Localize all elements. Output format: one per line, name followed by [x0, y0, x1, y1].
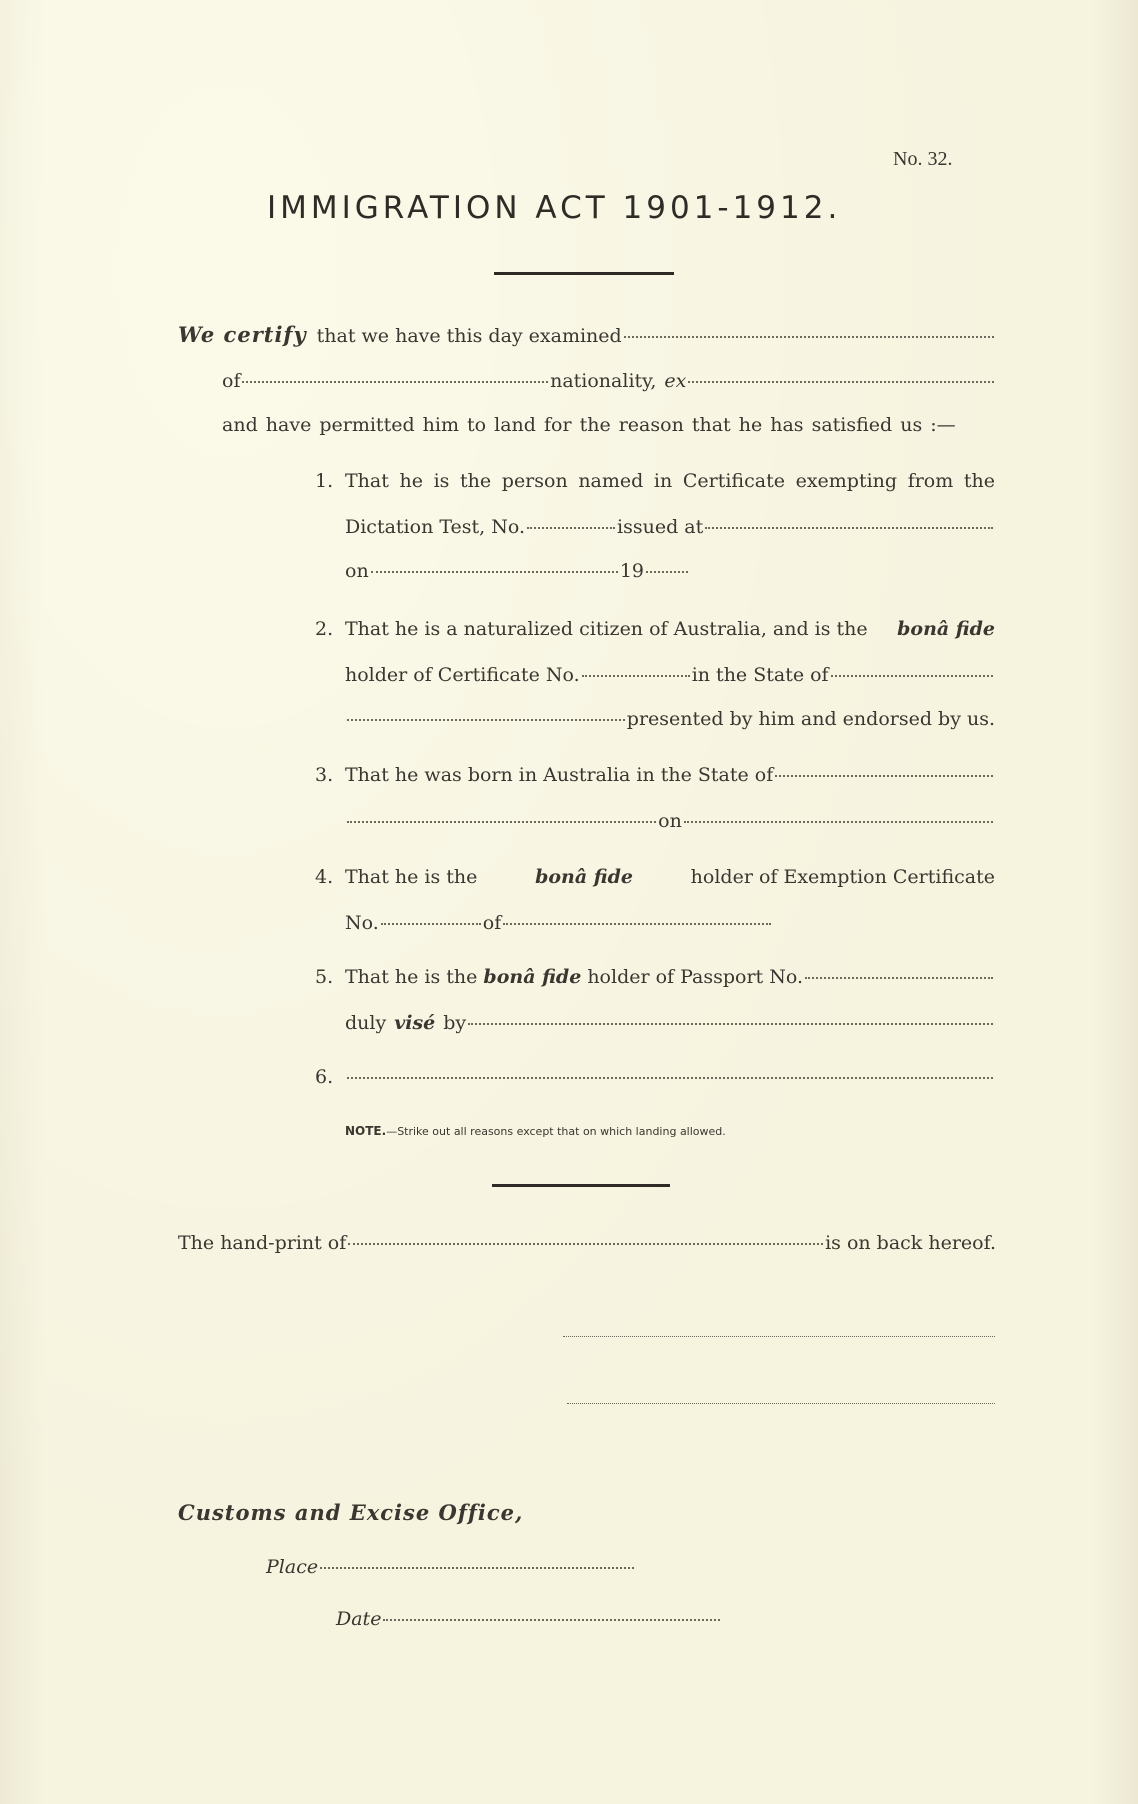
born-text: That he was born in Australia in the State of — [345, 764, 774, 786]
reason-1-number: 1. — [315, 470, 334, 492]
place-label: Place — [266, 1556, 319, 1578]
reason-6-blank[interactable] — [347, 1077, 993, 1079]
title-rule — [494, 272, 674, 275]
born-date-blank[interactable] — [684, 821, 993, 823]
on-label: on — [345, 560, 369, 582]
date-line — [336, 1608, 722, 1630]
presented-text: presented by him and endorsed by us. — [626, 708, 995, 730]
dictation-test-no-blank[interactable] — [527, 527, 615, 529]
issued-at-label: issued at — [617, 516, 704, 538]
reason-6-number: 6. — [315, 1066, 334, 1088]
by-label: by — [443, 1012, 467, 1034]
passport-no-blank[interactable] — [805, 977, 993, 979]
bona-fide-text: bonâ fide — [483, 966, 582, 988]
reason-2-line-2 — [345, 664, 995, 686]
of-line — [222, 370, 996, 392]
reason-3-line-1 — [345, 764, 995, 786]
reason-5-prefix: That he is the — [345, 966, 478, 988]
handprint-line — [178, 1232, 996, 1254]
reason-4-line-1 — [345, 866, 995, 888]
reason-4-prefix: That he is the — [345, 866, 478, 888]
on-date-blank[interactable] — [371, 571, 618, 573]
examined-blank[interactable] — [624, 336, 994, 338]
reason-2-line-1 — [345, 618, 995, 640]
handprint-back-text: is on back hereof. — [825, 1232, 996, 1254]
reason-3-line-2 — [345, 810, 995, 832]
issued-at-blank[interactable] — [705, 527, 993, 529]
year-blank[interactable] — [646, 571, 688, 573]
reason-5-number: 5. — [315, 966, 334, 988]
examined-text: that we have this day examined — [316, 325, 622, 347]
naturalized-text: That he is a naturalized citizen of Australia, and is the — [345, 618, 868, 640]
reason-5-line-2 — [345, 1012, 995, 1034]
customs-office-heading: Customs and Excise Office, — [178, 1500, 524, 1525]
exemption-of-label: of — [482, 912, 502, 934]
born-state-blank[interactable] — [775, 775, 993, 777]
duly-label: duly — [345, 1012, 387, 1034]
certificate-no-blank[interactable] — [582, 675, 690, 677]
state-of-label: in the State of — [691, 664, 829, 686]
reason-5-line-1 — [345, 966, 995, 988]
signature-line-2[interactable] — [567, 1403, 995, 1404]
born-on-label: on — [658, 810, 682, 832]
note-label: NOTE. — [345, 1124, 387, 1138]
exemption-no-label: No. — [345, 912, 379, 934]
born-place-blank[interactable] — [347, 821, 656, 823]
reason-2-line-3 — [345, 708, 995, 730]
reason-3-number: 3. — [315, 764, 334, 786]
bona-fide-text: bonâ fide — [535, 866, 633, 888]
reason-1-line-2 — [345, 516, 995, 538]
document-title: IMMIGRATION ACT 1901-1912. — [267, 190, 842, 226]
permitted-text: and have permitted him to land for the reason that he has satisfied us :— — [222, 414, 956, 436]
exemption-no-blank[interactable] — [381, 923, 481, 925]
examined-line — [178, 322, 996, 347]
handprint-label: The hand-print of — [178, 1232, 347, 1254]
reason-4-line-2 — [345, 912, 773, 934]
place-blank[interactable] — [320, 1567, 634, 1569]
of-label: of — [222, 370, 241, 392]
state-blank[interactable] — [831, 675, 993, 677]
reason-2-number: 2. — [315, 618, 334, 640]
bona-fide-text: bonâ fide — [897, 618, 995, 640]
date-label: Date — [336, 1608, 382, 1630]
place-line — [266, 1556, 636, 1578]
note-text: —Strike out all reasons except that on which landing allowed. — [386, 1125, 726, 1138]
section-rule — [492, 1184, 670, 1187]
exemption-of-blank[interactable] — [503, 923, 771, 925]
presented-blank[interactable] — [347, 719, 625, 721]
note — [345, 1124, 726, 1138]
reason-1-line-3 — [345, 560, 690, 582]
form-number: No. 32. — [893, 148, 953, 170]
reason-6-line — [315, 1066, 995, 1088]
exemption-certificate-text: holder of Exemption Certificate — [690, 866, 995, 888]
handprint-name-blank[interactable] — [348, 1243, 823, 1245]
signature-line-1[interactable] — [563, 1336, 995, 1337]
dictation-test-label: Dictation Test, No. — [345, 516, 526, 538]
passport-no-label: holder of Passport No. — [587, 966, 803, 988]
vise-label: visé — [394, 1012, 436, 1034]
reason-1-line-1: That he is the person named in Certificate exempting from the — [345, 470, 995, 492]
vise-by-blank[interactable] — [468, 1023, 993, 1025]
date-blank[interactable] — [383, 1619, 720, 1621]
nationality-label: nationality, — [550, 370, 657, 392]
we-certify: We certify — [178, 322, 307, 347]
year-prefix: 19 — [619, 560, 644, 582]
certificate-no-label: holder of Certificate No. — [345, 664, 580, 686]
reason-4-number: 4. — [315, 866, 334, 888]
of-blank[interactable] — [242, 381, 548, 383]
ex-blank[interactable] — [688, 381, 994, 383]
ex-label: ex — [664, 370, 687, 392]
